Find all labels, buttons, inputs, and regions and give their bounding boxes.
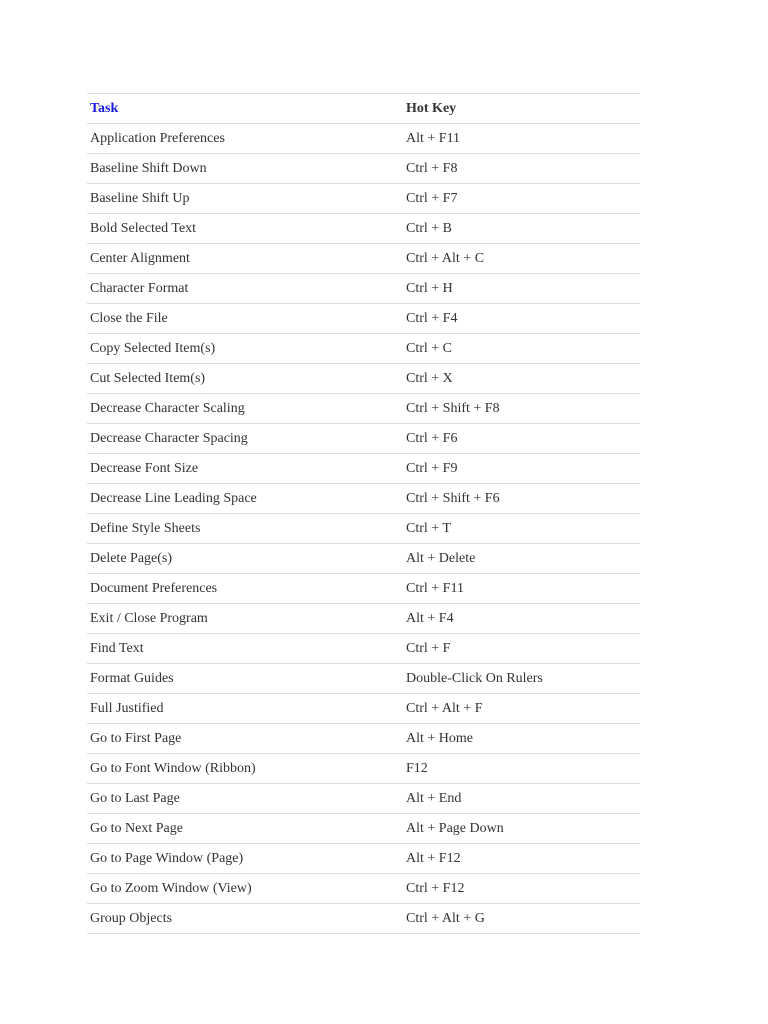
- task-cell: Format Guides: [87, 664, 403, 694]
- task-cell: Define Style Sheets: [87, 514, 403, 544]
- hotkey-table: [87, 93, 640, 934]
- hotkey-cell: Alt + Home: [403, 724, 640, 754]
- hotkey-cell: Ctrl + Alt + G: [403, 904, 640, 934]
- table-row: [87, 634, 640, 664]
- task-cell: Full Justified: [87, 694, 403, 724]
- table-row: [87, 124, 640, 154]
- hotkey-cell: Ctrl + Alt + F: [403, 694, 640, 724]
- hotkey-cell: Alt + F4: [403, 604, 640, 634]
- table-row: [87, 904, 640, 934]
- hotkey-cell: Double-Click On Rulers: [403, 664, 640, 694]
- hotkey-cell: Ctrl + H: [403, 274, 640, 304]
- table-row: [87, 664, 640, 694]
- hotkey-cell: Ctrl + F12: [403, 874, 640, 904]
- hotkey-cell: Ctrl + F: [403, 634, 640, 664]
- task-cell: Find Text: [87, 634, 403, 664]
- task-cell: Go to First Page: [87, 724, 403, 754]
- task-cell: Baseline Shift Up: [87, 184, 403, 214]
- table-row: [87, 604, 640, 634]
- hotkey-cell: Ctrl + F4: [403, 304, 640, 334]
- task-cell: Character Format: [87, 274, 403, 304]
- hotkey-cell: Ctrl + F8: [403, 154, 640, 184]
- table-row: [87, 184, 640, 214]
- task-column-header: Task: [87, 94, 403, 124]
- table-row: [87, 334, 640, 364]
- hotkey-cell: Ctrl + F7: [403, 184, 640, 214]
- table-row: [87, 424, 640, 454]
- table-row: [87, 754, 640, 784]
- table-row: [87, 574, 640, 604]
- hotkey-cell: F12: [403, 754, 640, 784]
- task-cell: Exit / Close Program: [87, 604, 403, 634]
- hotkey-cell: Ctrl + X: [403, 364, 640, 394]
- table-row: [87, 454, 640, 484]
- task-cell: Go to Last Page: [87, 784, 403, 814]
- table-row: [87, 784, 640, 814]
- table-row: [87, 214, 640, 244]
- hotkey-cell: Alt + End: [403, 784, 640, 814]
- hotkey-cell: Ctrl + Alt + C: [403, 244, 640, 274]
- hotkey-cell: Ctrl + F6: [403, 424, 640, 454]
- hotkey-cell: Ctrl + B: [403, 214, 640, 244]
- task-cell: Decrease Font Size: [87, 454, 403, 484]
- task-cell: Bold Selected Text: [87, 214, 403, 244]
- hotkey-cell: Ctrl + F9: [403, 454, 640, 484]
- hotkey-cell: Alt + F12: [403, 844, 640, 874]
- task-cell: Group Objects: [87, 904, 403, 934]
- table-row: [87, 874, 640, 904]
- table-row: [87, 394, 640, 424]
- task-cell: Delete Page(s): [87, 544, 403, 574]
- hotkey-column-header: Hot Key: [403, 94, 640, 124]
- task-cell: Application Preferences: [87, 124, 403, 154]
- hotkey-cell: Ctrl + Shift + F6: [403, 484, 640, 514]
- table-row: [87, 844, 640, 874]
- hotkey-cell: Alt + Page Down: [403, 814, 640, 844]
- table-row: [87, 724, 640, 754]
- task-cell: Decrease Line Leading Space: [87, 484, 403, 514]
- table-row: [87, 694, 640, 724]
- task-cell: Cut Selected Item(s): [87, 364, 403, 394]
- task-cell: Close the File: [87, 304, 403, 334]
- task-cell: Go to Next Page: [87, 814, 403, 844]
- task-cell: Decrease Character Spacing: [87, 424, 403, 454]
- hotkey-cell: Ctrl + Shift + F8: [403, 394, 640, 424]
- hotkey-cell: Ctrl + T: [403, 514, 640, 544]
- task-cell: Decrease Character Scaling: [87, 394, 403, 424]
- hotkey-cell: Alt + F11: [403, 124, 640, 154]
- table-row: [87, 244, 640, 274]
- task-cell: Center Alignment: [87, 244, 403, 274]
- hotkey-cell: Ctrl + C: [403, 334, 640, 364]
- task-cell: Go to Font Window (Ribbon): [87, 754, 403, 784]
- table-body: [87, 124, 640, 934]
- table-row: [87, 814, 640, 844]
- hotkey-table-container: [87, 93, 640, 934]
- table-row: [87, 154, 640, 184]
- table-row: [87, 484, 640, 514]
- task-cell: Go to Zoom Window (View): [87, 874, 403, 904]
- table-row: [87, 274, 640, 304]
- hotkey-cell: Ctrl + F11: [403, 574, 640, 604]
- task-cell: Go to Page Window (Page): [87, 844, 403, 874]
- task-cell: Copy Selected Item(s): [87, 334, 403, 364]
- task-cell: Baseline Shift Down: [87, 154, 403, 184]
- table-row: [87, 364, 640, 394]
- hotkey-cell: Alt + Delete: [403, 544, 640, 574]
- table-header-row: [87, 94, 640, 124]
- task-cell: Document Preferences: [87, 574, 403, 604]
- table-row: [87, 514, 640, 544]
- table-row: [87, 544, 640, 574]
- table-row: [87, 304, 640, 334]
